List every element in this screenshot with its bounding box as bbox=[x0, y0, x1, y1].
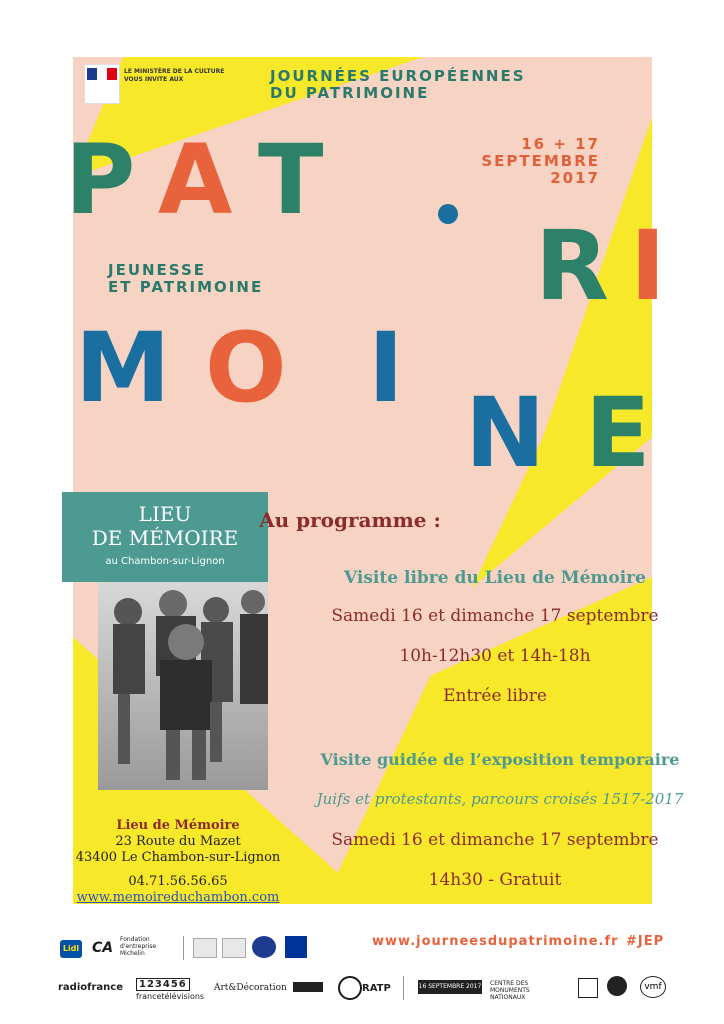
letter-o: O bbox=[205, 312, 287, 424]
theme-line2: ET PATRIMOINE bbox=[108, 278, 264, 296]
lidl-logo: Lidl bbox=[60, 940, 82, 958]
visit1-hours: 10h-12h30 et 14h-18h bbox=[399, 646, 591, 666]
photo-illustration bbox=[98, 582, 268, 790]
ministry-text bbox=[124, 68, 224, 84]
patrimoine-icon bbox=[578, 978, 598, 998]
children-photo bbox=[98, 582, 268, 790]
french-flag-icon bbox=[87, 68, 117, 88]
footer-hashtag: #JEP bbox=[626, 934, 665, 949]
venue-title-line2: DE MÉMOIRE bbox=[91, 526, 239, 550]
visit2-subtitle: Juifs et protestants, parcours croisés 1517-2017 bbox=[316, 790, 684, 808]
letter-i-top: I bbox=[630, 210, 666, 322]
ftv-numbers-logo: 123456 bbox=[136, 978, 190, 991]
address-city: 43400 Le Chambon-sur-Lignon bbox=[75, 850, 281, 865]
letter-r: R bbox=[535, 210, 609, 322]
footer-url[interactable]: www.journeesdupatrimoine.fr bbox=[372, 934, 619, 949]
vmf-logo: vmf bbox=[640, 976, 666, 998]
transport-day-logo: 16 SEPTEMBRE 2017 bbox=[418, 980, 482, 994]
theme-line1: JEUNESSE bbox=[108, 261, 206, 279]
letter-i-mid: I bbox=[368, 312, 404, 424]
hh-logo-icon bbox=[607, 976, 627, 996]
venue-card-header bbox=[62, 492, 268, 582]
address-name: Lieu de Mémoire bbox=[116, 818, 240, 833]
council-europe-icon bbox=[252, 936, 276, 958]
letter-a: A bbox=[158, 124, 233, 236]
theme-title bbox=[108, 262, 263, 296]
date-month: SEPTEMBRE bbox=[481, 152, 600, 170]
letter-m: M bbox=[75, 312, 171, 424]
event-title-line1: JOURNÉES EUROPÉENNES bbox=[270, 67, 526, 85]
ratp-icon bbox=[338, 976, 362, 1000]
visit2-hours: 14h30 - Gratuit bbox=[428, 870, 562, 890]
event-title-line2: DU PATRIMOINE bbox=[270, 84, 430, 102]
letter-p: P bbox=[65, 124, 136, 236]
footer-divider bbox=[183, 936, 184, 960]
date-days: 16 + 17 bbox=[521, 135, 600, 153]
art-decoration-logo: Art&Décoration bbox=[214, 983, 287, 993]
website-link[interactable]: www.memoireduchambon.com bbox=[76, 890, 280, 905]
radiofrance-logo: radiofrance bbox=[58, 982, 123, 993]
date-year: 2017 bbox=[550, 169, 600, 187]
visit1-dates: Samedi 16 et dimanche 17 septembre bbox=[331, 606, 659, 626]
michelin-logo: Fondation d'entreprise Michelin bbox=[120, 936, 157, 957]
dot-separator bbox=[438, 204, 458, 224]
visit1-title: Visite libre du Lieu de Mémoire bbox=[344, 568, 646, 588]
visit1-price: Entrée libre bbox=[443, 686, 547, 706]
event-dates bbox=[440, 136, 600, 187]
venue-title-line1: LIEU bbox=[138, 502, 192, 526]
letter-n: N bbox=[465, 377, 546, 489]
letter-t: T bbox=[258, 124, 324, 236]
eu-emblem-icon bbox=[222, 938, 246, 958]
ministry-logo bbox=[84, 64, 120, 104]
visit2-dates: Samedi 16 et dimanche 17 septembre bbox=[331, 830, 659, 850]
address-block bbox=[73, 818, 283, 906]
ministry-line2: VOUS INVITE AUX bbox=[124, 76, 184, 83]
credit-agricole-logo: CA bbox=[92, 940, 114, 956]
eu-flag-icon bbox=[285, 936, 307, 958]
ministry-emblem-icon bbox=[193, 938, 217, 958]
letter-e: E bbox=[585, 377, 651, 489]
ministry-line1: LE MINISTÈRE DE LA CULTURE bbox=[124, 68, 225, 75]
address-phone: 04.71.56.56.65 bbox=[128, 874, 228, 889]
venue-subtitle: au Chambon-sur-Lignon bbox=[105, 556, 225, 567]
francetelevisions-logo: francetélévisions bbox=[136, 992, 205, 1001]
address-street: 23 Route du Mazet bbox=[115, 834, 241, 849]
program-heading: Au programme : bbox=[259, 508, 441, 532]
ratp-logo: RATP bbox=[362, 983, 391, 994]
visit2-title: Visite guidée de l’exposition temporaire bbox=[320, 750, 680, 769]
footer-divider-2 bbox=[403, 976, 404, 1000]
musees-logo-icon bbox=[293, 982, 323, 992]
cmn-logo: CENTRE DES MONUMENTS NATIONAUX bbox=[490, 980, 530, 1001]
event-title bbox=[270, 68, 526, 102]
